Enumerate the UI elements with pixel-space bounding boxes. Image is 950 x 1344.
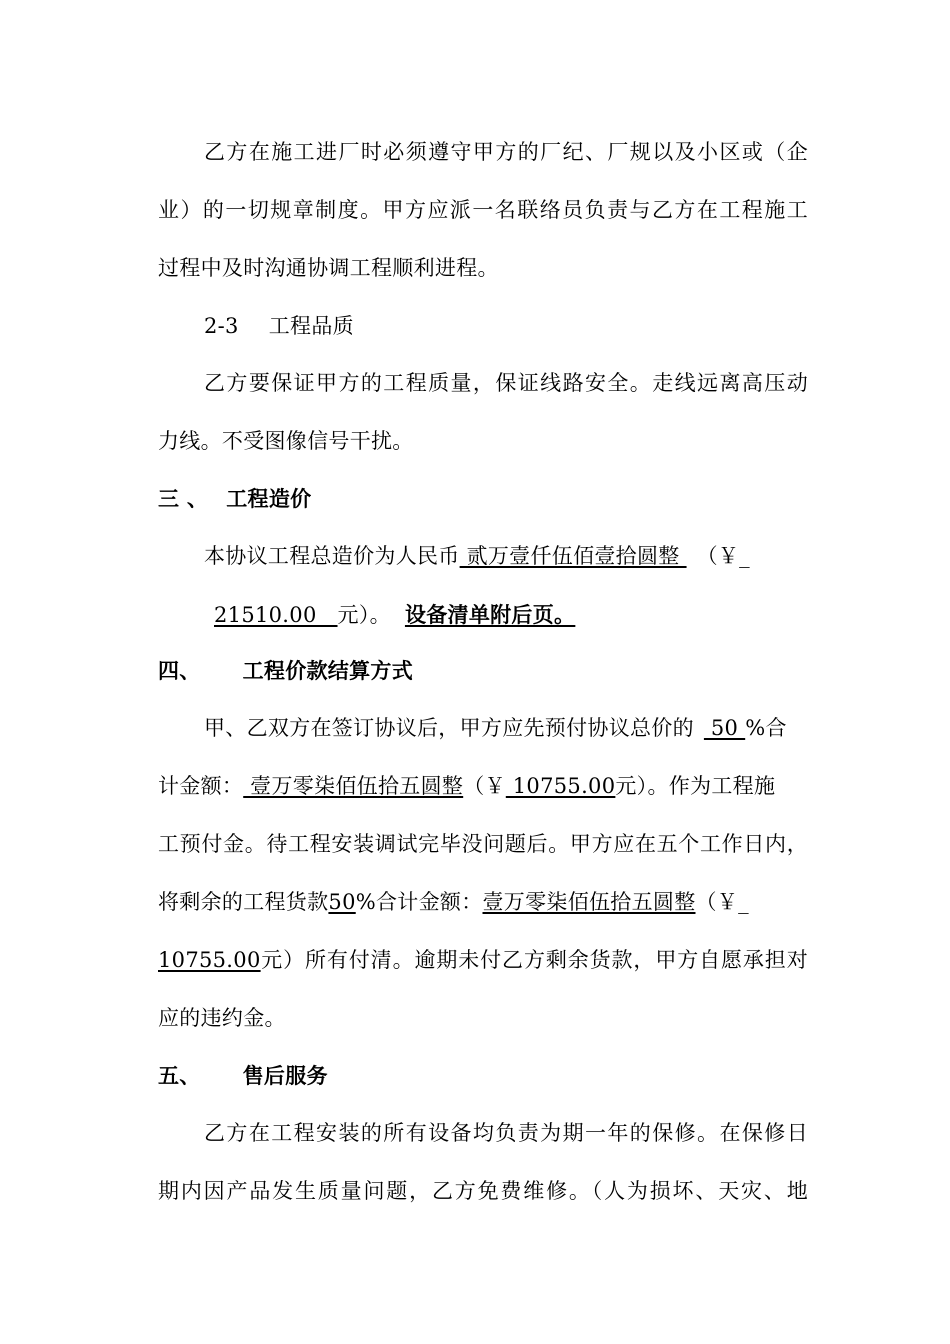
paragraph-line: 力线。不受图像信号干扰。	[158, 429, 414, 453]
paragraph-line: 工预付金。待工程安装调试完毕没问题后。甲方应在五个工作日内，	[158, 832, 808, 856]
total-price-number: 21510.00	[214, 603, 338, 627]
prepay-amount-number: 10755.00	[505, 774, 616, 798]
paragraph-line: 期内因产品发生质量问题，乙方免费维修。（人为损坏、天灾、地	[158, 1179, 808, 1203]
section-number: 四、	[158, 658, 201, 683]
paragraph-line: 应的违约金。	[158, 1006, 286, 1030]
paragraph-line: 10755.00元）所有付清。逾期未付乙方剩余货款，甲方自愿承担对	[158, 948, 808, 972]
remaining-amount-number: 10755.00	[158, 948, 261, 972]
remaining-amount-words: 壹万零柒佰伍拾五圆整	[482, 890, 696, 914]
paragraph-line: 乙方要保证甲方的工程质量，保证线路安全。走线远离高压动	[204, 371, 808, 395]
section-heading-4	[158, 656, 808, 686]
section-heading-5	[158, 1061, 808, 1091]
subsection-title: 工程品质	[268, 314, 354, 338]
total-price-words: 贰万壹仟伍佰壹拾圆整	[459, 544, 687, 568]
paragraph-line: 业）的一切规章制度。甲方应派一名联络员负责与乙方在工程施工	[158, 198, 808, 222]
remaining-percent: 50	[328, 890, 356, 914]
section-number: 三 、	[158, 486, 209, 511]
paragraph-line: 乙方在工程安装的所有设备均负责为期一年的保修。在保修日	[204, 1121, 808, 1145]
section-title: 工程造价	[226, 486, 312, 511]
paragraph-line: 将剩余的工程货款50%合计金额：壹万零柒佰伍拾五圆整（￥_	[158, 890, 749, 914]
section-title: 售后服务	[242, 1063, 328, 1088]
paragraph-line: 计金额： 壹万零柒佰伍拾五圆整（￥ 10755.00元）。作为工程施	[158, 774, 776, 798]
paragraph-line: 过程中及时沟通协调工程顺利进程。	[158, 256, 499, 280]
section-heading-3	[158, 484, 808, 514]
section-number: 五、	[158, 1063, 201, 1088]
subsection-number: 2-3	[204, 314, 239, 338]
paragraph-line: 21510.00 元）。 设备清单附后页。	[214, 602, 576, 627]
prepay-percent: 50	[703, 716, 746, 740]
paragraph-line: 甲、乙双方在签订协议后，甲方应先预付协议总价的 50 %合	[204, 716, 787, 740]
section-title: 工程价款结算方式	[242, 658, 414, 683]
paragraph-line: 乙方在施工进厂时必须遵守甲方的厂纪、厂规以及小区或（企	[204, 140, 808, 164]
prepay-amount-words: 壹万零柒佰伍拾五圆整	[243, 774, 464, 798]
equipment-list-note: 设备清单附后页。	[404, 602, 576, 627]
subsection-heading	[204, 311, 808, 341]
paragraph-line: 本协议工程总造价为人民币 贰万壹仟伍佰壹拾圆整 （￥_	[204, 544, 750, 568]
